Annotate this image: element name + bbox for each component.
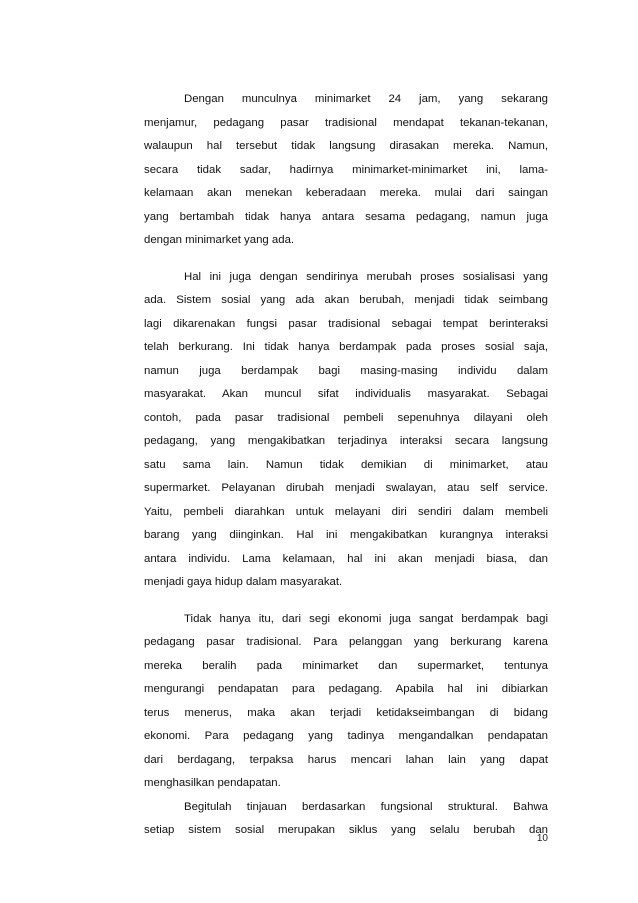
text-line: namun juga berdampak bagi masing-masing individu dalam — [144, 364, 548, 377]
text-line: Hal ini juga dengan sendirinya merubah proses sosialisasi yang — [184, 270, 548, 283]
text-line: setiap sistem sosial merupakan siklus yang selalu berubah dan — [144, 824, 548, 836]
text-line: Dengan munculnya minimarket 24 jam, yang sekarang — [184, 93, 548, 105]
text-line: pedagang pasar tradisional. Para pelanggan yang berkurang karena — [144, 636, 548, 648]
paragraph-3 — [144, 608, 548, 796]
text-line: dengan minimarket yang ada. — [144, 234, 295, 246]
text-line: lagi dikarenakan fungsi pasar tradisional sebagai tempat berinteraksi — [144, 317, 548, 330]
text-line: supermarket. Pelayanan dirubah menjadi swalayan, atau self service. — [144, 482, 548, 494]
text-line: menghasilkan pendapatan. — [144, 777, 281, 789]
text-line: mengurangi pendapatan para pedagang. Apabila hal ini dibiarkan — [144, 683, 548, 695]
text-line: dari berdagang, terpaksa harus mencari lahan lain yang dapat — [144, 753, 548, 766]
text-line: pedagang, yang mengakibatkan terjadinya interaksi secara langsung — [144, 435, 548, 447]
text-line: walaupun hal tersebut tidak langsung dirasakan mereka. Namun, — [144, 140, 548, 152]
text-line: terus menerus, maka akan terjadi ketidakseimbangan di bidang — [144, 706, 548, 719]
text-line: mereka beralih pada minimarket dan supermarket, tentunya — [144, 659, 548, 672]
paragraph-4 — [144, 796, 548, 843]
text-line: yang bertambah tidak hanya antara sesama pedagang, namun juga — [144, 210, 548, 223]
text-line: ekonomi. Para pedagang yang tadinya mengandalkan pendapatan — [144, 730, 548, 742]
text-line: telah berkurang. Ini tidak hanya berdampak pada proses sosial saja, — [144, 341, 548, 353]
text-line: barang yang diinginkan. Hal ini mengakibatkan kurangnya interaksi — [144, 529, 548, 541]
paragraph-1 — [144, 88, 548, 253]
text-line: menjadi gaya hidup dalam masyarakat. — [144, 576, 343, 588]
text-line: masyarakat. Akan muncul sifat individualis masyarakat. Sebagai — [144, 388, 548, 400]
text-line: Yaitu, pembeli diarahkan untuk melayani diri sendiri dalam membeli — [144, 505, 548, 518]
text-line: Tidak hanya itu, dari segi ekonomi juga sangat berdampak bagi — [184, 612, 548, 625]
text-line: secara tidak sadar, hadirnya minimarket-minimarket ini, lama- — [144, 163, 548, 176]
text-line: contoh, pada pasar tradisional pembeli sepenuhnya dilayani oleh — [144, 411, 548, 424]
text-line: satu sama lain. Namun tidak demikian di minimarket, atau — [144, 458, 548, 471]
text-line: Begitulah tinjauan berdasarkan fungsional struktural. Bahwa — [184, 800, 548, 813]
text-line: ada. Sistem sosial yang ada akan berubah, menjadi tidak seimbang — [144, 294, 548, 306]
page-number: 10 — [536, 833, 548, 844]
body-text — [144, 88, 548, 843]
text-line: antara individu. Lama kelamaan, hal ini akan menjadi biasa, dan — [144, 552, 548, 565]
text-line: kelamaan akan menekan keberadaan mereka. mulai dari saingan — [144, 187, 548, 199]
text-line: menjamur, pedagang pasar tradisional mendapat tekanan-tekanan, — [144, 116, 548, 129]
paragraph-2 — [144, 266, 548, 595]
